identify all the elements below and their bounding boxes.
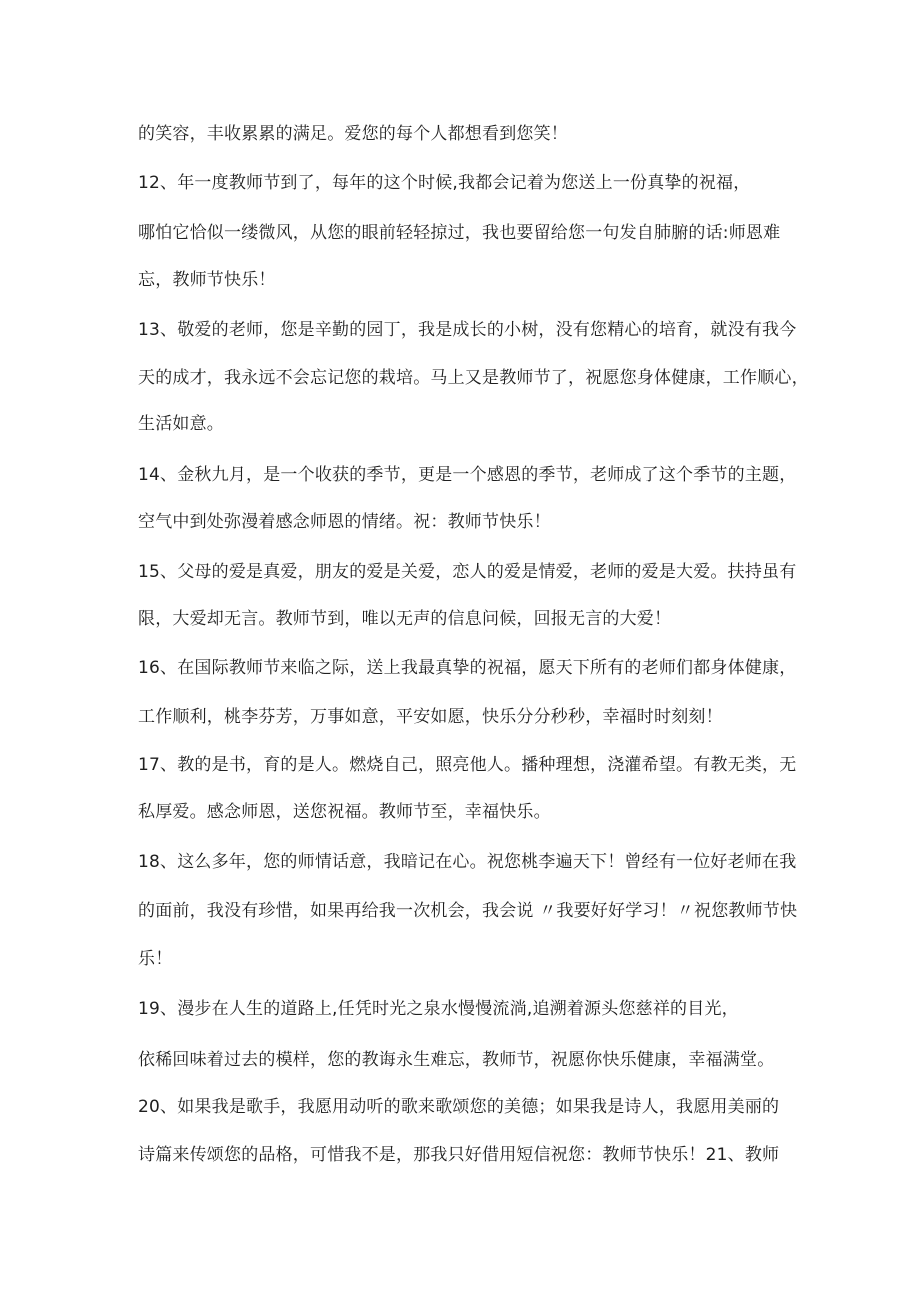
text-line: 天的成才，我永远不会忘记您的栽培。马上又是教师节了，祝愿您身体健康，工作顺心， bbox=[138, 368, 809, 388]
text-line: 乐！ bbox=[138, 949, 173, 969]
text-line: 诗篇来传颂您的品格，可惜我不是，那我只好借用短信祝您：教师节快乐！21、教师 bbox=[138, 1145, 780, 1165]
text-line: 限，大爱却无言。教师节到，唯以无声的信息问候，回报无言的大爱！ bbox=[138, 609, 672, 629]
text-line: 18、这么多年，您的师情话意，我暗记在心。祝您桃李遍天下！曾经有一位好老师在我 bbox=[138, 852, 797, 872]
text-line: 哪怕它恰似一缕微风，从您的眼前轻轻掠过，我也要留给您一句发自肺腑的话:师恩难 bbox=[138, 223, 781, 243]
text-line: 13、敬爱的老师，您是辛勤的园丁，我是成长的小树，没有您精心的培育，就没有我今 bbox=[138, 320, 797, 340]
text-line: 15、父母的爱是真爱，朋友的爱是关爱，恋人的爱是情爱，老师的爱是大爱。扶持虽有 bbox=[138, 562, 797, 582]
text-line: 20、如果我是歌手，我愿用动听的歌来歌颂您的美德；如果我是诗人，我愿用美丽的 bbox=[138, 1097, 780, 1117]
text-line: 忘，教师节快乐！ bbox=[138, 270, 276, 290]
text-line: 的笑容，丰收累累的满足。爱您的每个人都想看到您笑！ bbox=[138, 124, 568, 144]
text-line: 私厚爱。感念师恩，送您祝福。教师节至，幸福快乐。 bbox=[138, 802, 551, 822]
text-line: 依稀回味着过去的模样，您的教诲永生难忘，教师节，祝愿你快乐健康，幸福满堂。 bbox=[138, 1050, 775, 1070]
text-line: 19、漫步在人生的道路上,任凭时光之泉水慢慢流淌,追溯着源头您慈祥的目光， bbox=[138, 999, 739, 1019]
text-line: 16、在国际教师节来临之际，送上我最真挚的祝福，愿天下所有的老师们都身体健康， bbox=[138, 658, 797, 678]
text-line: 空气中到处弥漫着感念师恩的情绪。祝：教师节快乐！ bbox=[138, 512, 551, 532]
text-line: 17、教的是书，育的是人。燃烧自己，照亮他人。播种理想，浇灌希望。有教无类，无 bbox=[138, 755, 797, 775]
text-line: 12、年一度教师节到了，每年的这个时候,我都会记着为您送上一份真挚的祝福， bbox=[138, 173, 751, 193]
text-line: 工作顺利，桃李芬芳，万事如意，平安如愿，快乐分分秒秒，幸福时时刻刻！ bbox=[138, 707, 723, 727]
text-line: 14、金秋九月，是一个收获的季节，更是一个感恩的季节，老师成了这个季节的主题， bbox=[138, 465, 797, 485]
text-line: 的面前，我没有珍惜，如果再给我一次机会，我会说 〃我要好好学习！〃祝您教师节快 bbox=[138, 901, 798, 921]
text-line: 生活如意。 bbox=[138, 414, 224, 434]
